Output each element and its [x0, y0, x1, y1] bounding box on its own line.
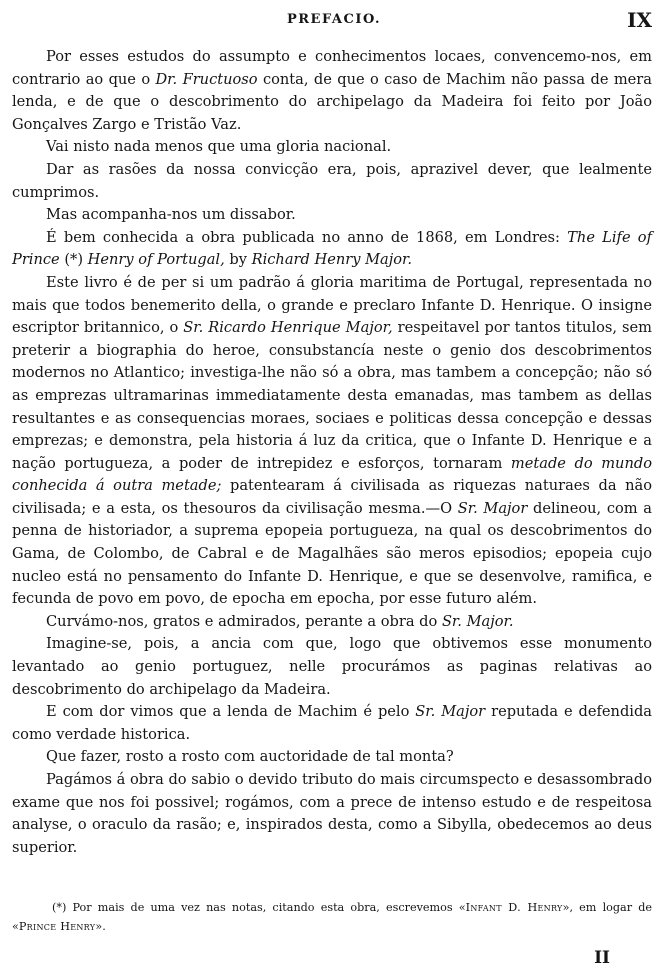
- page-header: [0, 8, 668, 34]
- italic-name: Sr. Major: [415, 703, 486, 721]
- paragraph: Mas acompanha-nos um dissabor.: [46, 206, 296, 224]
- footnote-small-caps: Prince Henry: [18, 920, 96, 933]
- paragraph: Este livro é de per si um padrão á gloria maritima de Portugal, representada no mais que todos benemerito della, o grande e preclaro Infante D. Henrique. O insigne escriptor britannico, o Sr. Ricardo Henrique Major, respeitavel por tantos titulos, sem preterir a biographia do heroe, consubstancía neste o genio dos descobrimentos modernos no Atlantico; investiga-lhe não só a obra, mas tambem a concepção; não só as emprezas ultramarinas immediatamente desta emanadas, mas tambem as dellas resultantes e as consequencias moraes, sociaes e politicas dessa concepção e dessas emprezas; e demonstra, pela historia á luz da critica, que o Infante D. Henrique e a nação portugueza, a poder de intrepidez e esforços, tornaram metade do mundo conhecida á outra metade; patentearam á civilisada as riquezas naturaes da não civilisada; e a esta, os thesouros da civilisação mesma.—O Sr. Major delineou, com a penna de historiador, a suprema epopeia portugueza, na qual os descobrimentos do Gama, de Colombo, de Cabral e de Magalhães são meros episodios; epopeia cujo nucleo está no pensamento do Infante D. Henrique, e que se desenvolve, ramifica, e fecunda de povo em povo, de epocha em epocha, por esse futuro além.: [12, 273, 653, 608]
- running-title: PREFACIO.: [286, 12, 382, 27]
- paragraph: Imagine-se, pois, a ancia com que, logo que obtivemos esse monumento levantado ao genio portuguez, nelle procurámos as paginas relativas ao descobrimento do archipelago da Madeira.: [12, 635, 652, 698]
- italic-quote: metade do mundo conhecida á outra metade;: [12, 454, 652, 495]
- paragraph: Que fazer, rosto a rosto com auctoridade de tal monta?: [46, 748, 454, 766]
- author-name: Richard Henry Major.: [251, 251, 413, 269]
- paragraph: Vai nisto nada menos que uma gloria nacional.: [46, 138, 392, 156]
- italic-name: Sr. Ricardo Henrique Major,: [183, 319, 393, 337]
- page-number: IX: [627, 8, 652, 32]
- paragraph: Pagámos á obra do sabio o devido tributo do mais circumspecto e desassombrado exame que nos foi possivel; rogámos, com a prece de intenso estudo e de respeitosa analyse, o oraculo da rasão; e, inspirados desta, como a Sibylla, obedecemos ao deus superior.: [12, 771, 652, 856]
- body-text: [12, 46, 652, 859]
- italic-name: Sr. Major.: [441, 612, 514, 630]
- paragraph: E com dor vimos que a lenda de Machim é pelo Sr. Major reputada e defendida como verdade historica.: [12, 703, 652, 743]
- paragraph: Curvámo-nos, gratos e admirados, perante a obra do Sr. Major.: [46, 612, 514, 630]
- paragraph: Dar as rasões da nossa convicção era, pois, aprazivel dever, que lealmente cumprimos.: [12, 160, 652, 201]
- italic-name: Sr. Major: [457, 499, 528, 517]
- book-title: Henry of Portugal,: [87, 251, 225, 269]
- footnote-small-caps: Infant D. Henry: [465, 901, 563, 914]
- footnote: (*) Por mais de uma vez nas notas, citando esta obra, escrevemos «Infant D. Henry», em logar de «Prince Henry».: [12, 901, 652, 933]
- paragraph: Por esses estudos do assumpto e conhecimentos locaes, convencemo-nos, em contrario ao que o Dr. Fructuoso conta, de que o caso de Machim não passa de mera lenda, e de que o descobrimento do archipelago da Madeira foi feito por João Gonçalves Zargo e Tristão Vaz.: [12, 48, 652, 133]
- signature-mark: II: [594, 948, 610, 968]
- italic-name: Dr. Fructuoso: [155, 70, 258, 88]
- paragraph: É bem conhecida a obra publicada no anno de 1868, em Londres: The Life of Prince (*) Henry of Portugal, by Richard Henry Major.: [12, 228, 652, 269]
- book-title: The Life of Prince: [12, 228, 652, 269]
